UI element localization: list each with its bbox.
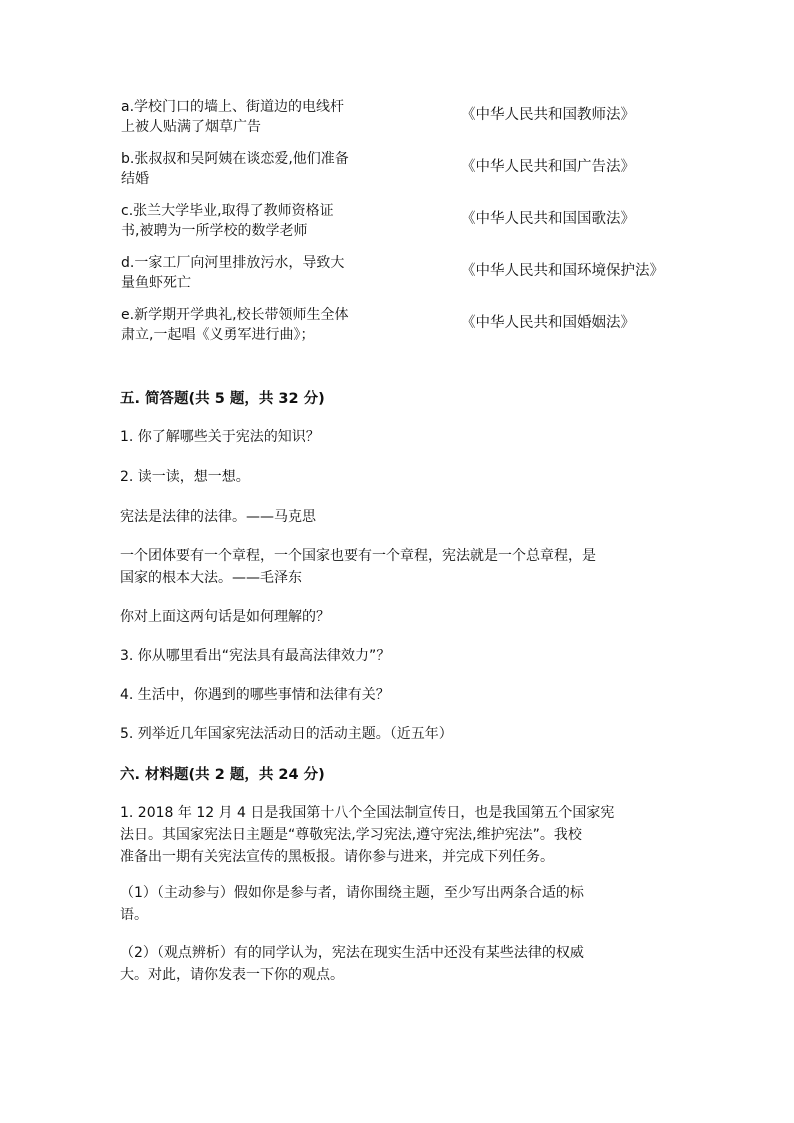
match-scenario	[121, 149, 421, 189]
scenario-line: a.学校门口的墙上、街道边的电线杆	[121, 99, 345, 115]
quote-line: 一个团体要有一个章程，一个国家也要有一个章程，宪法就是一个总章程，是	[120, 548, 596, 564]
match-scenario	[121, 305, 421, 345]
question-2-ask: 你对上面这两句话是如何理解的？	[120, 609, 330, 625]
material-line: 法日。其国家宪法日主题是“尊敬宪法,学习宪法,遵守宪法,维护宪法”。我校	[120, 827, 582, 843]
match-law: 《中华人民共和国环境保护法》	[461, 263, 664, 279]
question-5: 5. 列举近几年国家宪法活动日的活动主题。（近五年）	[120, 726, 453, 742]
match-law: 《中华人民共和国国歌法》	[461, 211, 635, 227]
material-1	[120, 802, 680, 868]
question-4: 4. 生活中，你遇到的哪些事情和法律有关？	[120, 687, 390, 703]
sub-question-line: （1）（主动参与）假如你是参与者，请你围绕主题，至少写出两条合适的标	[120, 885, 584, 901]
scenario-line: 量鱼虾死亡	[121, 275, 191, 291]
question-1: 1. 你了解哪些关于宪法的知识？	[120, 429, 320, 445]
sub-question-1	[120, 882, 680, 926]
sub-question-2	[120, 942, 680, 986]
scenario-line: 上被人贴满了烟草广告	[121, 119, 261, 135]
sub-question-line: 大。对此，请你发表一下你的观点。	[120, 967, 344, 983]
section-six-title: 六. 材料题(共 2 题，共 24 分)	[120, 767, 325, 783]
scenario-line: 结婚	[121, 171, 149, 187]
scenario-line: e.新学期开学典礼,校长带领师生全体	[121, 307, 349, 323]
section-five-title: 五. 简答题(共 5 题，共 32 分)	[120, 391, 325, 407]
sub-question-line: 语。	[120, 907, 148, 923]
match-scenario	[121, 253, 421, 293]
match-scenario	[121, 97, 421, 137]
material-line: 准备出一期有关宪法宣传的黑板报。请你参与进来，并完成下列任务。	[120, 849, 554, 865]
match-law: 《中华人民共和国婚姻法》	[461, 315, 635, 331]
scenario-line: b.张叔叔和吴阿姨在谈恋爱,他们准备	[121, 151, 349, 167]
scenario-line: c.张兰大学毕业,取得了教师资格证	[121, 203, 334, 219]
match-law: 《中华人民共和国广告法》	[461, 159, 635, 175]
sub-question-line: （2）（观点辨析）有的同学认为，宪法在现实生活中还没有某些法律的权威	[120, 945, 584, 961]
material-line: 1. 2018 年 12 月 4 日是我国第十八个全国法制宣传日，也是我国第五个国家宪	[120, 805, 615, 821]
question-2: 2. 读一读，想一想。	[120, 469, 250, 485]
scenario-line: d.一家工厂向河里排放污水，导致大	[121, 255, 345, 271]
quote-mao	[120, 545, 680, 589]
question-3: 3. 你从哪里看出“宪法具有最高法律效力”？	[120, 648, 391, 664]
scenario-line: 书,被聘为一所学校的数学老师	[121, 223, 308, 239]
match-law: 《中华人民共和国教师法》	[461, 107, 635, 123]
scenario-line: 肃立,一起唱《义勇军进行曲》；	[121, 327, 315, 343]
quote-line: 国家的根本大法。——毛泽东	[120, 570, 302, 586]
quote-marx: 宪法是法律的法律。——马克思	[120, 509, 316, 525]
match-scenario	[121, 201, 421, 241]
